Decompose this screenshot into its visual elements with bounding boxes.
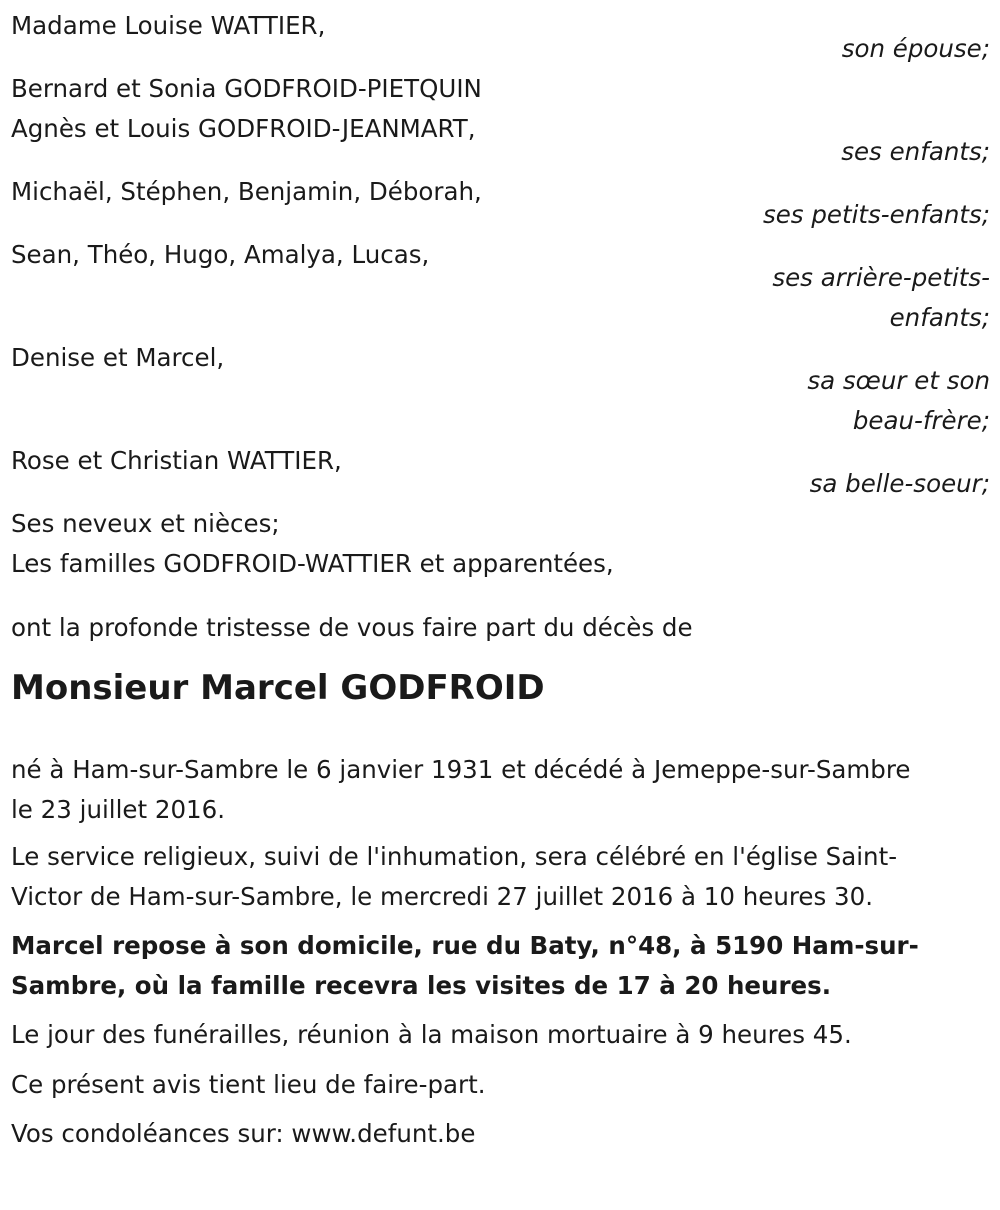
sister-role-line-1: sa sœur et son (807, 366, 990, 395)
funeral-day-paragraph (11, 1015, 990, 1065)
repose-paragraph (11, 926, 990, 1015)
funeral-day-text: Le jour des funérailles, réunion à la maison mortuaire à 9 heures 45. (11, 1020, 852, 1049)
birth-death-paragraph (11, 750, 990, 837)
condolences-paragraph (11, 1114, 990, 1154)
nephews-nieces: Ses neveux et nièces; (11, 509, 280, 538)
other-relatives-group (11, 504, 990, 608)
great-grandchildren-role-line-1: ses arrière-petits- (772, 263, 990, 292)
related-families: Les familles GODFROID-WATTIER et apparentées, (11, 549, 614, 578)
repose-line-2: Sambre, où la famille recevra les visites de 17 à 20 heures. (11, 971, 832, 1000)
repose-line-1: Marcel repose à son domicile, rue du Baty, n°48, à 5190 Ham-sur- (11, 931, 919, 960)
dates-line-2: le 23 juillet 2016. (11, 795, 225, 824)
sister-in-law-names: Rose et Christian WATTIER, (11, 446, 342, 475)
child-line-1: Bernard et Sonia GODFROID-PIETQUIN (11, 74, 482, 103)
grandchildren-names: Michaël, Stéphen, Benjamin, Déborah, (11, 177, 482, 206)
notice-paragraph (11, 1065, 990, 1114)
great-grandchildren-role-line-2: enfants; (889, 303, 990, 332)
announcement-intro: ont la profonde tristesse de vous faire part du décès de (11, 613, 693, 642)
deceased-name: Monsieur Marcel GODFROID (11, 668, 545, 708)
service-line-1: Le service religieux, suivi de l'inhumation, sera célébré en l'église Saint- (11, 842, 898, 871)
spouse-group (11, 6, 990, 69)
service-paragraph (11, 837, 990, 926)
sister-in-law-role: sa belle-soeur; (809, 469, 990, 498)
condolences-text: Vos condoléances sur: www.defunt.be (11, 1119, 476, 1148)
dates-line-1: né à Ham-sur-Sambre le 6 janvier 1931 et décédé à Jemeppe-sur-Sambre (11, 755, 911, 784)
sister-in-law-group (11, 441, 990, 504)
service-line-2: Victor de Ham-sur-Sambre, le mercredi 27 juillet 2016 à 10 heures 30. (11, 882, 874, 911)
spouse-name: Madame Louise WATTIER, (11, 11, 326, 40)
grandchildren-group (11, 172, 990, 235)
sister-group (11, 338, 990, 441)
grandchildren-role: ses petits-enfants; (762, 200, 990, 229)
sister-role-line-2: beau-frère; (852, 406, 990, 435)
sister-names: Denise et Marcel, (11, 343, 225, 372)
great-grandchildren-group (11, 235, 990, 338)
spouse-role: son épouse; (841, 34, 990, 63)
children-role: ses enfants; (841, 137, 990, 166)
great-grandchildren-names: Sean, Théo, Hugo, Amalya, Lucas, (11, 240, 430, 269)
notice-text: Ce présent avis tient lieu de faire-part. (11, 1070, 486, 1099)
children-group (11, 69, 990, 172)
child-line-2: Agnès et Louis GODFROID-JEANMART, (11, 114, 476, 143)
